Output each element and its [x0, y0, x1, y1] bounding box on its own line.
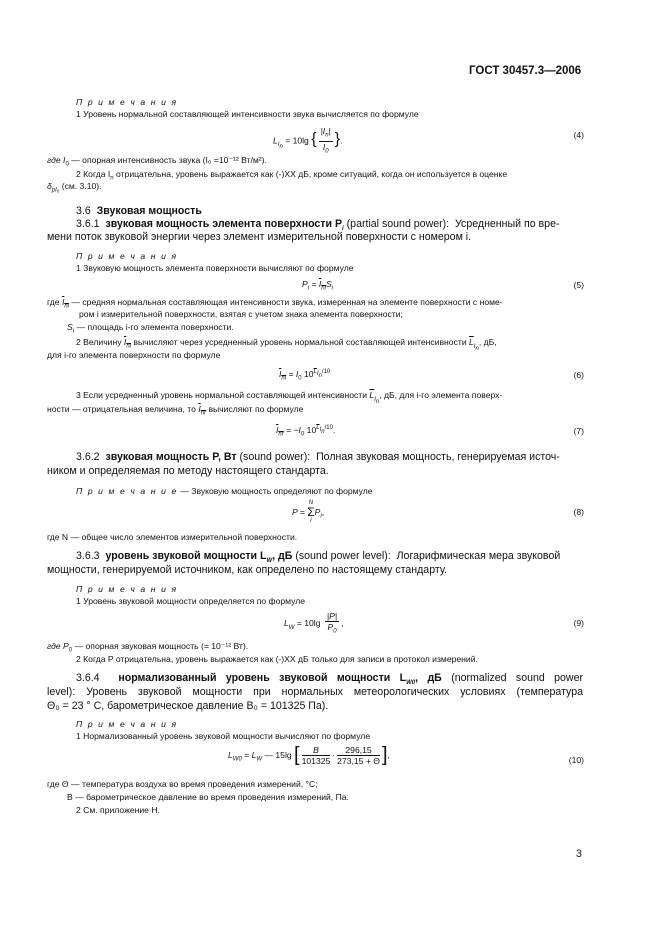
- note-3-6-1-2-cont: для i-го элемента поверхности по формуле: [47, 350, 221, 360]
- note-1-text: 1 Уровень нормальной составляющей интенсивности звука вычисляется по формуле: [76, 109, 419, 119]
- equation-7: $I_{nr} = -I_0$ $10^{\overline{L}_{I_n}/10}$.: [276, 425, 336, 438]
- section-3-6-2-line-1: 3.6.2 звуковая мощность P, Вт (sound power): Полная звуковая мощность, генерируемая источ-: [76, 451, 560, 463]
- equation-6: $I_{ni} = I_0$ $10^{\overline{L}_{I_n}/10}$: [279, 369, 331, 382]
- where-reference-intensity: где $I_0$ — опорная интенсивность звука (I₀ =10⁻¹² Вт/м²).: [47, 155, 267, 168]
- equation-10: $L_{W0} = L_W$ — 15lg [ $\frac{B}{101325}$ · $\frac{296,15}{273,15 + \Theta}$ ],: [228, 744, 390, 766]
- equation-6-number: (6): [573, 370, 584, 380]
- section-3-6-4-line-2: level): Уровень звуковой мощности при нормальных метеорологических условиях (температура: [47, 686, 583, 698]
- where-reference-power: где $P_0$ — опорная звуковая мощность (= 10⁻¹² Вт).: [47, 641, 249, 654]
- note-2-continuation: $\delta_{pI_0}$ (см. 3.10).: [47, 181, 102, 194]
- section-3-6-2-line-2: ником и определяемая по методу настоящего стандарта.: [47, 465, 329, 477]
- section-3-6-1-line-1: 3.6.1 звуковая мощность элемента поверхности $P_i$ (partial sound power): Усредненный по вре-: [76, 218, 560, 233]
- notes-label-3-6-3: П р и м е ч а н и я: [76, 584, 178, 594]
- equation-4: $L_{I_n} = 10\lg$ { $\frac{|I_n|}{I_0}$ }.: [273, 126, 343, 155]
- section-3-6-4-line-1: 3.6.4 нормализованный уровень звуковой мощности $L_{W0}$, дБ (normalized sound power: [76, 672, 584, 687]
- equation-5: $P_i = I_{ni}S_i$: [302, 279, 334, 292]
- equation-5-number: (5): [573, 280, 584, 290]
- note-3-6-4-2: 2 См. приложение Н.: [76, 805, 160, 815]
- equation-9: $L_W = 10\lg$ $\frac{|P|}{P_0}$ ,: [284, 611, 344, 635]
- section-3-6-4-line-3: Θ₀ = 23 ° С, барометрическое давление B₀ = 101325 Па).: [47, 700, 329, 712]
- notes-label-3-6-4: П р и м е ч а н и я: [76, 719, 178, 729]
- equation-4-number: (4): [573, 130, 584, 140]
- equation-8: P = N Σ i $P_i$,: [292, 500, 325, 524]
- standard-header: ГОСТ 30457.3—2006: [469, 65, 582, 77]
- where-n-elements: где N — общее число элементов измерительной поверхности.: [47, 532, 298, 542]
- note-2-text: 2 Когда $I_n$ отрицательна, уровень выражается как (-)XX дБ, кроме ситуаций, когда он используется в оценке: [76, 169, 508, 182]
- note-3-6-4-1: 1 Нормализованный уровень звуковой мощности вычисляют по формуле: [76, 731, 371, 741]
- note-3-6-1-3-cont: ности — отрицательная величина, то $I_{nr}$ вычисляют по формуле: [47, 404, 304, 417]
- notes-label: П р и м е ч а н и я: [76, 97, 178, 107]
- note-3-6-3-1: 1 Уровень звуковой мощности определяется по формуле: [76, 596, 306, 606]
- note-3-6-3-2: 2 Когда P отрицательна, уровень выражается как (-)XX дБ только для записи в протокол измерений.: [76, 654, 478, 664]
- page-number: 3: [576, 848, 582, 860]
- where-temperature: где Θ — температура воздуха во время проведения измерений, °С;: [47, 779, 318, 789]
- note-3-6-1-3: 3 Если усредненный уровень нормальной составляющей интенсивности $\overline{L}_{I_n}$, дБ, для i-го элемента поверх-: [76, 390, 503, 405]
- note-3-6-1-2: 2 Величину $I_{ni}$ вычисляют через усредненный уровень нормальной составляющей интенсивности $\overline{L}_{I_n}$, дБ,: [76, 337, 497, 352]
- notes-label-3-6-1: П р и м е ч а н и я: [76, 251, 178, 261]
- note-3-6-1-1: 1 Звуковую мощность элемента поверхности вычисляют по формуле: [76, 263, 354, 273]
- where-pressure: B — барометрическое давление во время проведения измерений, Па.: [67, 792, 349, 802]
- equation-9-number: (9): [573, 618, 584, 628]
- where-area: $S_i$ — площадь i-го элемента поверхности.: [67, 322, 234, 335]
- equation-8-number: (8): [573, 507, 584, 517]
- section-3-6-3-line-1: 3.6.3 уровень звуковой мощности $L_W$, дБ (sound power level): Логарифмическая мера звуковой: [76, 550, 561, 565]
- section-3-6-1-line-2: мени поток звуковой энергии через элемент измерительной поверхности с номером i.: [47, 231, 472, 243]
- where-mean-intensity: где $I_{ni}$ — средняя нормальная составляющая интенсивности звука, измеренная на элементе поверхности с номе-: [47, 297, 503, 310]
- section-3-6-heading: 3.6 Звуковая мощность: [76, 205, 202, 217]
- equation-10-number: (10): [568, 755, 584, 765]
- section-3-6-3-line-2: мощности, генерируемой источником, как определено по настоящему стандарту.: [47, 564, 448, 576]
- where-mean-intensity-cont: ром i измерительной поверхности, взятая с учетом знака элемента поверхности;: [79, 309, 403, 319]
- note-3-6-2: П р и м е ч а н и е — Звуковую мощность определяют по формуле: [76, 486, 373, 496]
- equation-7-number: (7): [573, 426, 584, 436]
